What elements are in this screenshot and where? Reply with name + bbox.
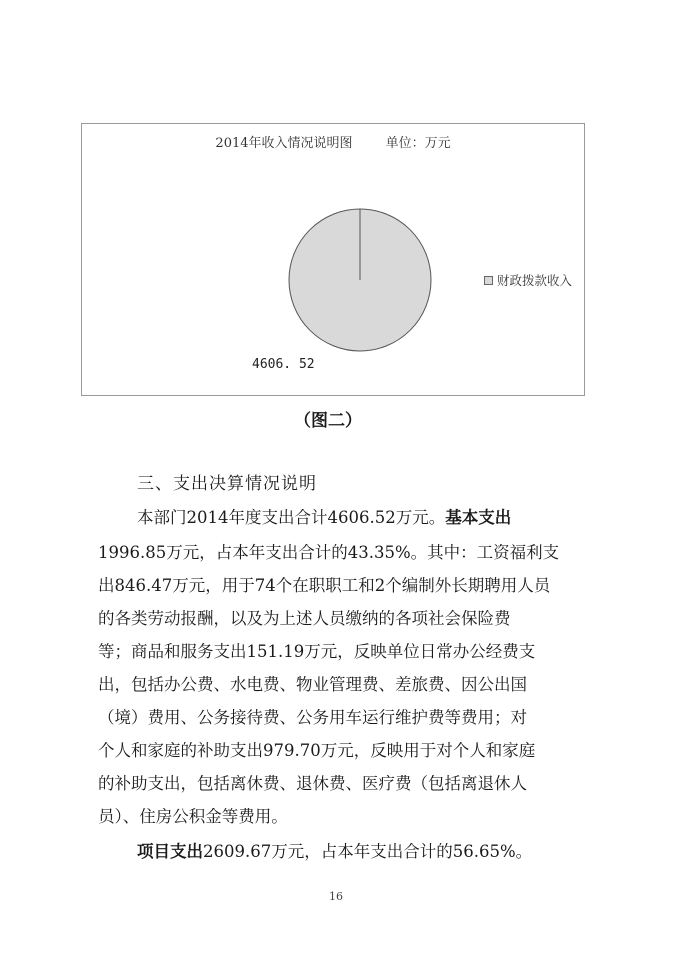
paragraph-line: 员）、住房公积金等费用。 [98,807,288,826]
income-pie-chart [81,123,585,396]
paragraph-line: 1996.85万元，占本年支出合计的43.35%。其中：工资福利支 [98,543,560,562]
figure-caption: （图二） [294,411,362,431]
paragraph-line: 的补助支出，包括离休费、退休费、医疗费（包括离退休人 [98,774,527,793]
chart-legend [484,271,572,289]
paragraph-line [137,838,532,862]
chart-title: 2014年收入情况说明图 单位：万元 [215,136,451,151]
legend-swatch [484,276,493,285]
paragraph-line: 等；商品和服务支出151.19万元，反映单位日常办公经费支 [98,642,536,661]
paragraph-line [137,504,511,528]
paragraph-line: 出，包括办公费、水电费、物业管理费、差旅费、因公出国 [98,675,527,694]
paragraph-text: 2609.67万元，占本年支出合计的56.65%。 [203,842,533,861]
legend-label: 财政拨款收入 [497,273,573,288]
paragraph-line: 的各类劳动报酬，以及为上述人员缴纳的各项社会保险费 [98,609,511,628]
project-expenditure-label: 项目支出 [137,842,203,861]
pie-chart-svg [82,124,586,397]
pie-data-label: 4606. 52 [252,357,315,372]
basic-expenditure-label: 基本支出 [445,508,512,527]
section-heading: 三、支出决算情况说明 [137,474,317,494]
page-number: 16 [329,890,343,903]
paragraph-line: （境）费用、公务接待费、公务用车运行维护费等费用；对 [98,708,527,727]
paragraph-line: 个人和家庭的补助支出979.70万元，反映用于对个人和家庭 [98,741,536,760]
paragraph-line: 出846.47万元，用于74个在职职工和2个编制外长期聘用人员 [98,576,551,595]
paragraph-text: 本部门2014年度支出合计4606.52万元。 [137,508,446,527]
